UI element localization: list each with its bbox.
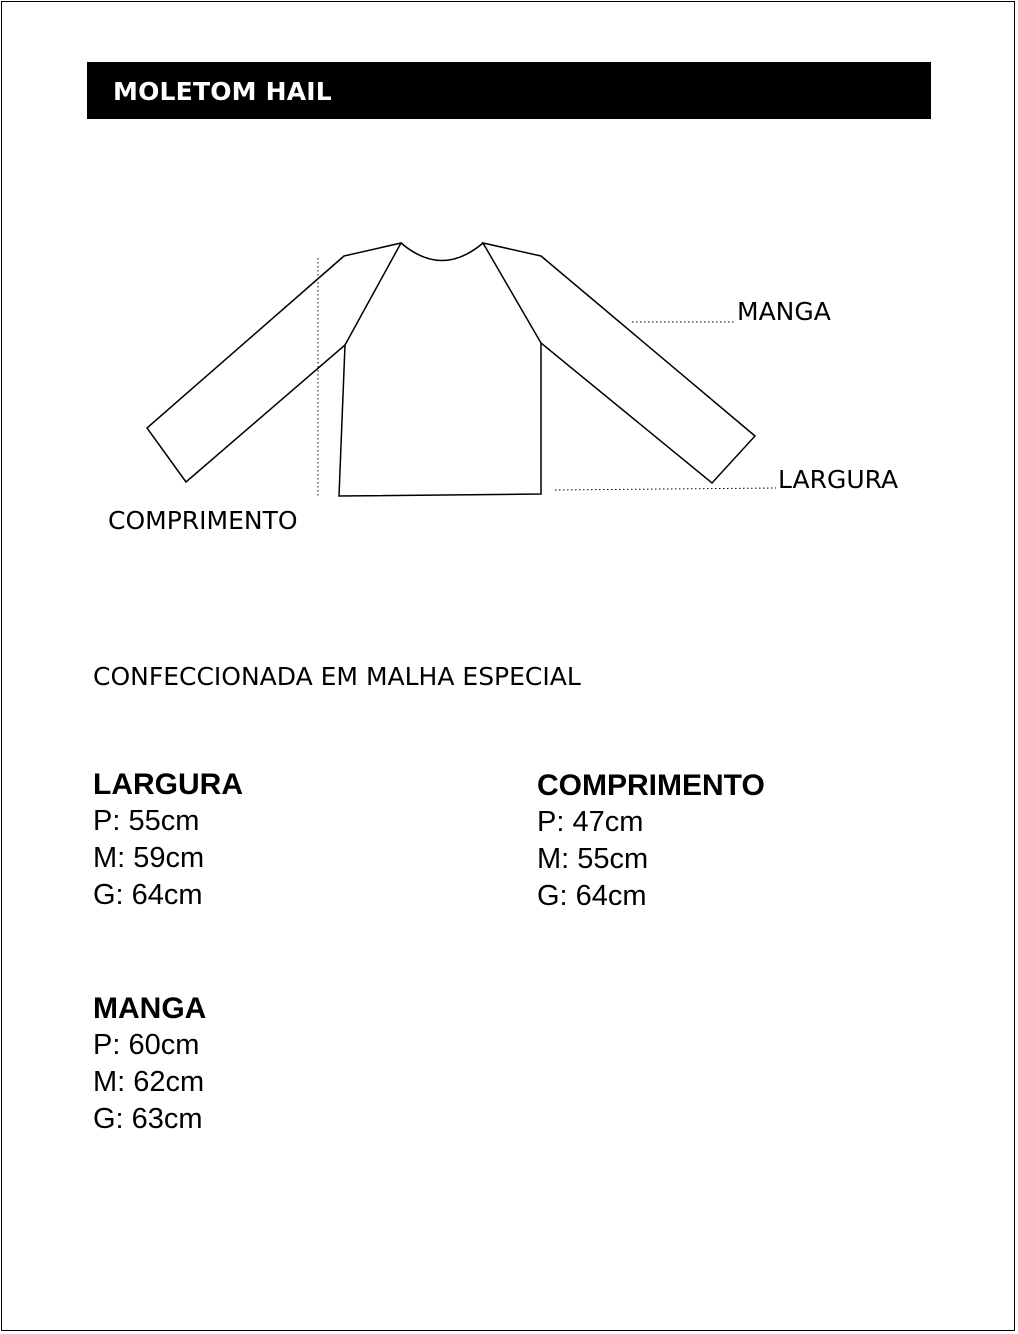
comprimento-block — [537, 767, 765, 915]
manga-size-g: G: 63cm — [93, 1103, 203, 1135]
product-title: MOLETOM HAIL — [113, 77, 332, 106]
largura-label: LARGURA — [778, 465, 899, 494]
measure-guides — [318, 258, 776, 498]
sweatshirt-outline-icon — [147, 243, 755, 496]
sweatshirt-diagram — [0, 0, 1018, 560]
manga-label: MANGA — [737, 297, 831, 326]
largura-size-m: M: 59cm — [93, 842, 205, 874]
comprimento-label: COMPRIMENTO — [108, 506, 298, 535]
largura-guide — [555, 488, 776, 490]
largura-size-g: G: 64cm — [93, 879, 203, 911]
comprimento-size-p: P: 47cm — [537, 806, 644, 838]
comprimento-size-g: G: 64cm — [537, 880, 647, 912]
manga-size-m: M: 62cm — [93, 1066, 205, 1098]
manga-block — [93, 990, 206, 1138]
manga-size-p: P: 60cm — [93, 1029, 200, 1061]
largura-size-p: P: 55cm — [93, 805, 200, 837]
comprimento-header: COMPRIMENTO — [537, 769, 765, 802]
fabric-description: CONFECCIONADA EM MALHA ESPECIAL — [93, 662, 581, 691]
largura-header: LARGURA — [93, 768, 243, 801]
largura-block — [93, 766, 243, 914]
comprimento-size-m: M: 55cm — [537, 843, 649, 875]
manga-header: MANGA — [93, 992, 207, 1025]
